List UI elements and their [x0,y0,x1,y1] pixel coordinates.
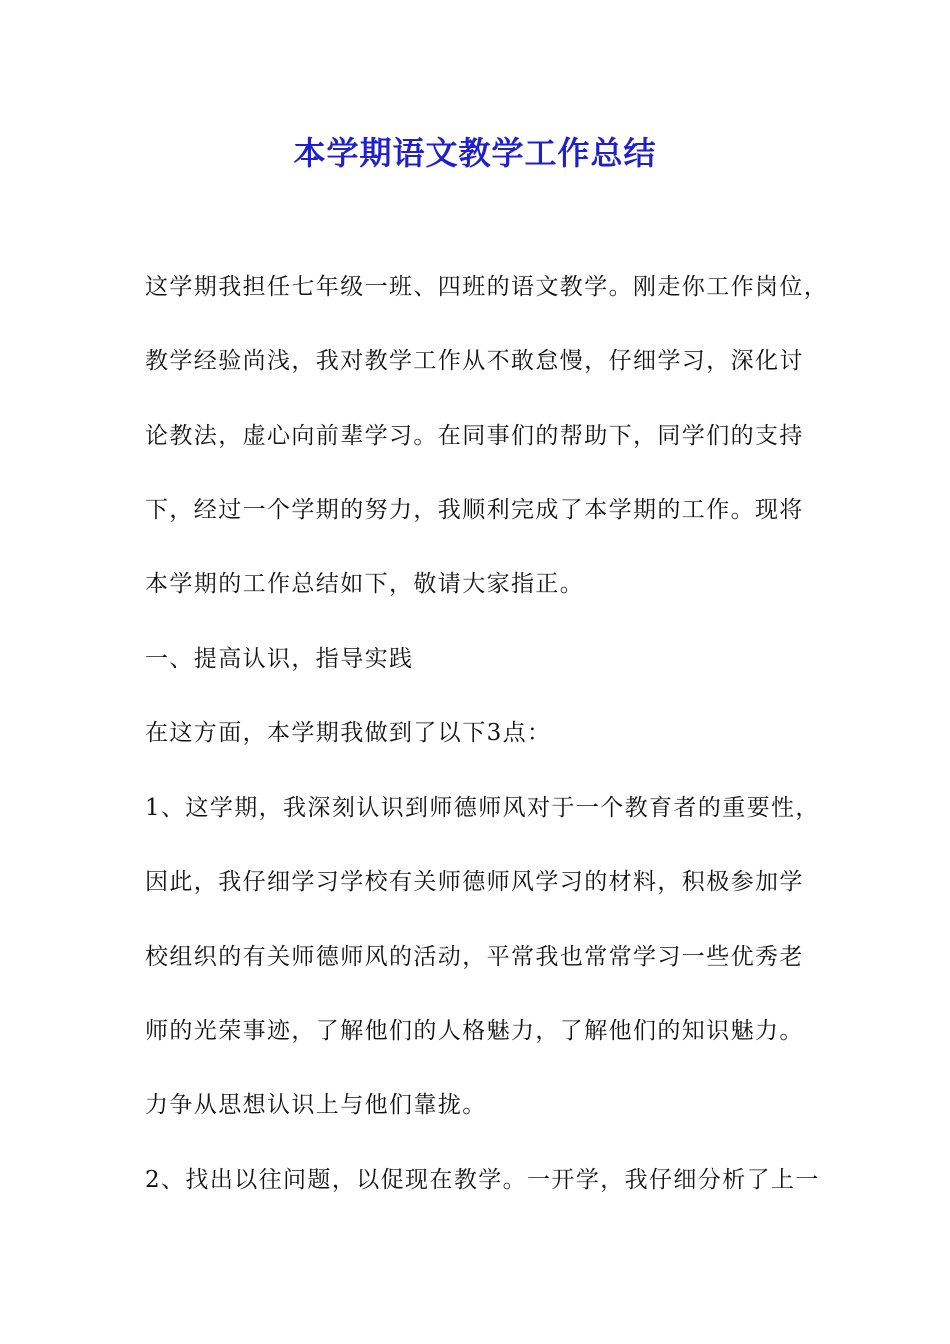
paragraph-line: 1、这学期，我深刻认识到师德师风对于一个教育者的重要性， [145,795,820,821]
paragraph-line: 2、找出以往问题，以促现在教学。一开学，我仔细分析了上一 [145,1167,820,1193]
section-heading: 一、提高认识，指导实践 [145,646,414,672]
paragraph-line: 力争从思想认识上与他们靠拢。 [145,1092,487,1118]
document-title: 本学期语文教学工作总结 [293,134,657,172]
paragraph-line: 这学期我担任七年级一班、四班的语文教学。刚走你工作岗位， [145,274,829,300]
paragraph-line: 校组织的有关师德师风的活动，平常我也常常学习一些优秀老 [145,944,804,970]
paragraph-line: 下，经过一个学期的努力，我顺利完成了本学期的工作。现将 [145,497,804,523]
paragraph-line: 在这方面，本学期我做到了以下3点： [145,720,552,746]
paragraph-line: 师的光荣事迹，了解他们的人格魅力，了解他们的知识魅力。 [145,1018,804,1044]
paragraph-line: 教学经验尚浅，我对教学工作从不敢怠慢，仔细学习，深化讨 [145,348,804,374]
paragraph-line: 本学期的工作总结如下，敬请大家指正。 [145,571,585,597]
paragraph-line: 因此，我仔细学习学校有关师德师风学习的材料，积极参加学 [145,869,804,895]
paragraph-line: 论教法，虚心向前辈学习。在同事们的帮助下，同学们的支持 [145,423,804,449]
